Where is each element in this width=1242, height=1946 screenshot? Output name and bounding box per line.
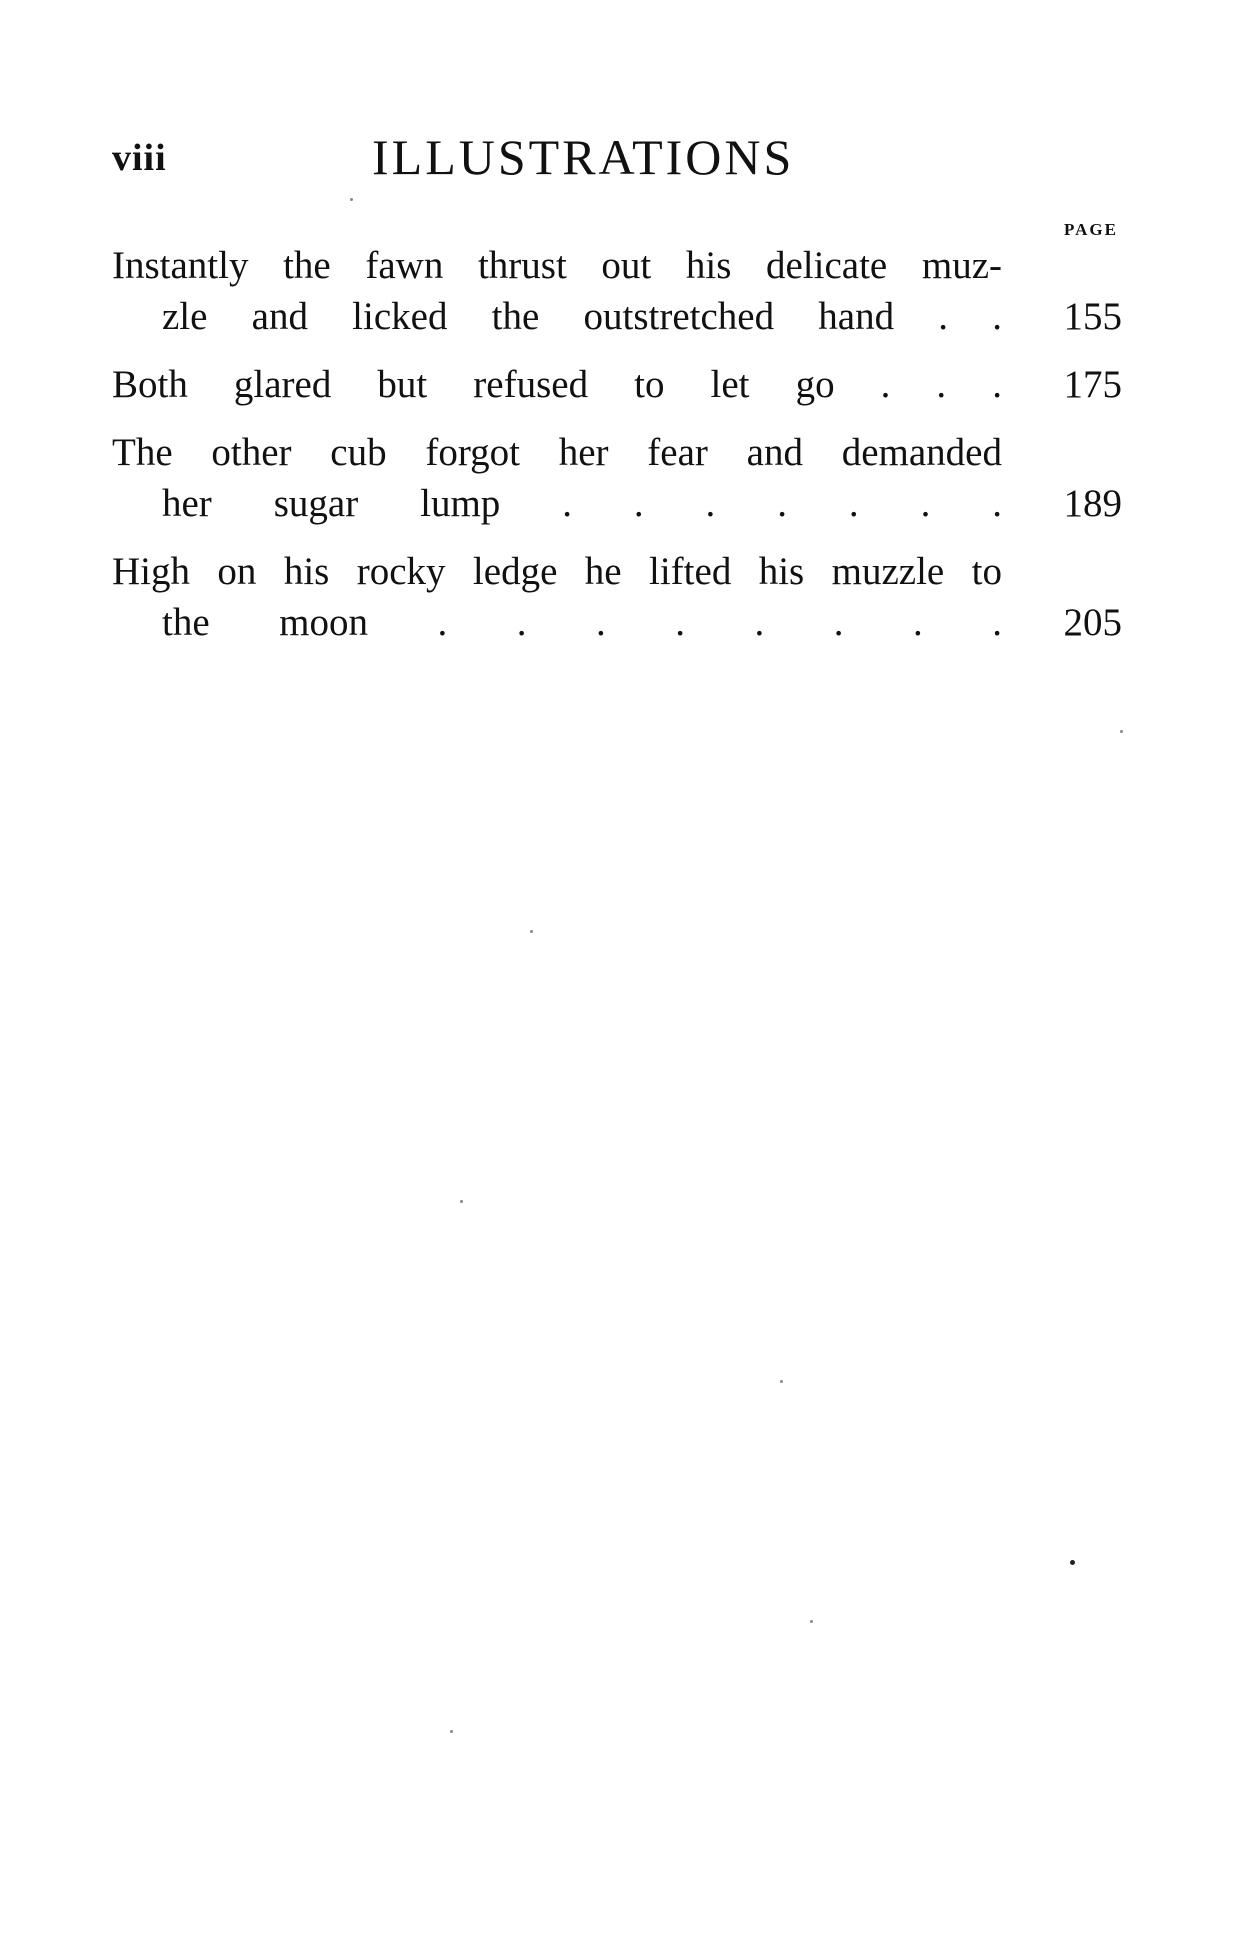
paper-speck — [450, 1730, 453, 1733]
entry-line: her sugar lump . . . . . . . — [162, 482, 1002, 525]
entry-page-number: 189 — [1063, 482, 1122, 525]
running-head: ILLUSTRATIONS — [372, 129, 795, 185]
paper-speck — [1120, 730, 1123, 733]
list-item — [112, 546, 1122, 648]
page-header — [112, 128, 1122, 188]
page-column-label: PAGE — [1064, 220, 1118, 239]
entry-line: Instantly the fawn thrust out his delicate muz- — [112, 244, 1002, 287]
paper-speck — [780, 1380, 783, 1383]
paper-speck — [810, 1620, 813, 1623]
entry-line: High on his rocky ledge he lifted his muzzle to — [112, 550, 1002, 593]
list-item — [112, 240, 1122, 342]
entry-line: Both glared but refused to let go . . . — [112, 363, 1002, 406]
list-item — [112, 359, 1122, 410]
folio-number: viii — [112, 137, 167, 179]
paper-speck — [460, 1200, 463, 1203]
paper-speck — [350, 198, 353, 201]
entry-line: The other cub forgot her fear and demanded — [112, 431, 1002, 474]
entry-page-number: 205 — [1063, 601, 1122, 644]
entry-page-number: 175 — [1063, 363, 1122, 406]
illustrations-list — [112, 240, 1122, 665]
paper-speck — [1070, 1560, 1075, 1565]
entry-line: the moon . . . . . . . . — [162, 601, 1002, 644]
entry-line: zle and licked the outstretched hand . . — [162, 295, 1002, 338]
paper-speck — [530, 930, 533, 933]
entry-page-number: 155 — [1063, 295, 1122, 338]
list-item — [112, 427, 1122, 529]
